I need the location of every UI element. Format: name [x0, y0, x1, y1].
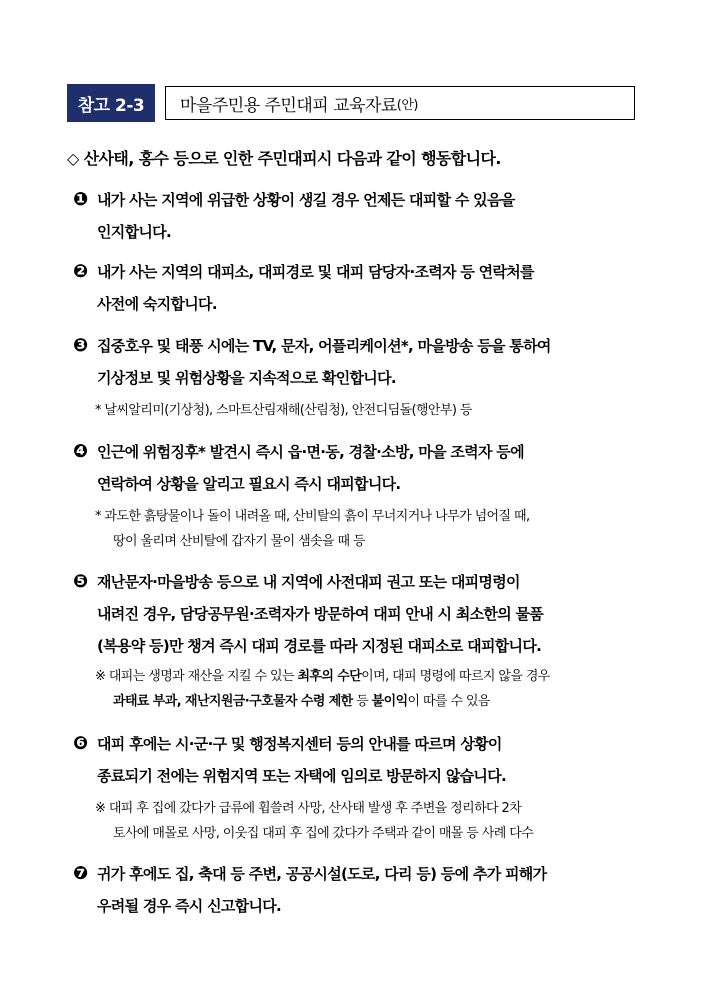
note-3: * 날씨알리미(기상청), 스마트산림재해(산림청), 안전디딤돌(행안부) 등	[95, 403, 472, 418]
note-line: * 과도한 흙탕물이나 돌이 내려올 때, 산비탈의 흙이 무너지거나 나무가 넘어질 때,	[95, 509, 530, 524]
note-line-cont: 땅이 울리며 산비탈에 갑자기 물이 샘솟을 때 등	[113, 534, 365, 549]
item-text: 대피 후에는 시·군·구 및 행정복지센터 등의 안내를 따르며 상황이	[97, 735, 502, 753]
item-text: 귀가 후에도 집, 축대 등 주변, 공공시설(도로, 다리 등) 등에 추가 피해가	[97, 865, 547, 883]
item-text: 인근에 위험징후* 발견시 즉시 읍·면·동, 경찰·소방, 마을 조력자 등에	[97, 443, 524, 461]
title-sub: (안)	[396, 97, 418, 113]
item-number: ❻	[73, 733, 88, 754]
intro-text: ◇ 산사태, 홍수 등으로 인한 주민대피시 다음과 같이 행동합니다.	[67, 149, 501, 168]
item-number: ❷	[73, 261, 88, 282]
note-6	[95, 796, 655, 846]
item-number: ❼	[73, 863, 88, 884]
note-line: ※ 대피 후 집에 갔다가 급류에 휩쓸려 사망, 산사태 발생 후 주변을 정리하다 2차	[95, 801, 522, 816]
document-title	[165, 86, 635, 120]
document-header	[67, 84, 635, 122]
item-text: 재난문자·마을방송 등으로 내 지역에 사전대피 권고 또는 대피명령이	[97, 573, 520, 591]
list-item-2	[73, 256, 645, 320]
item-text-cont: 기상정보 및 위험상황을 지속적으로 확인합니다.	[97, 369, 396, 387]
item-text-cont: (복용약 등)만 챙겨 즉시 대피 경로를 따라 지정된 대피소로 대피합니다.	[97, 637, 542, 655]
note-emphasis: 과태료 부과, 재난지원금·구호물자 수령 제한	[113, 694, 353, 709]
note-emphasis: 불이익	[371, 694, 408, 709]
list-item-7	[73, 858, 645, 922]
list-item-6	[73, 728, 645, 792]
item-text-cont: 내려진 경우, 담당공무원·조력자가 방문하여 대피 안내 시 최소한의 물품	[97, 605, 544, 623]
note-line-cont: 토사에 매몰로 사망, 이웃집 대피 후 집에 갔다가 주택과 같이 매몰 등 사례 다수	[113, 826, 534, 841]
item-text-cont: 인지합니다.	[97, 223, 171, 241]
note-text: 등	[352, 694, 372, 709]
item-number: ❺	[73, 571, 88, 592]
list-item-1	[73, 184, 645, 248]
item-text: 집중호우 및 태풍 시에는 TV, 문자, 어플리케이션*, 마을방송 등을 통하여	[97, 337, 551, 355]
item-text: 내가 사는 지역에 위급한 상황이 생길 경우 언제든 대피할 수 있음을	[97, 191, 515, 209]
item-text-cont: 우려될 경우 즉시 신고합니다.	[97, 897, 282, 915]
list-item-4	[73, 436, 645, 500]
item-text-cont: 종료되기 전에는 위험지역 또는 자택에 임의로 방문하지 않습니다.	[97, 767, 506, 785]
note-5	[95, 664, 655, 714]
reference-tag: 참고 2-3	[67, 84, 155, 122]
item-number: ❸	[73, 335, 88, 356]
note-4	[95, 504, 655, 554]
note-text: 이 따를 수 있음	[407, 694, 490, 709]
note-text: ※ 대피는 생명과 재산을 지킬 수 있는	[95, 669, 298, 684]
note-line-cont	[95, 689, 655, 714]
item-text-cont: 사전에 숙지합니다.	[97, 295, 217, 313]
item-number: ❶	[73, 189, 88, 210]
item-text-cont: 연락하여 상황을 알리고 필요시 즉시 대피합니다.	[97, 475, 401, 493]
note-text: 이며, 대피 명령에 따르지 않을 경우	[361, 669, 550, 684]
item-number: ❹	[73, 441, 88, 462]
item-text: 내가 사는 지역의 대피소, 대피경로 및 대피 담당자·조력자 등 연락처를	[97, 263, 534, 281]
list-item-3	[73, 330, 645, 394]
list-item-5	[73, 566, 645, 662]
title-text: 마을주민용 주민대피 교육자료	[180, 95, 397, 116]
note-emphasis: 최후의 수단	[297, 669, 362, 684]
